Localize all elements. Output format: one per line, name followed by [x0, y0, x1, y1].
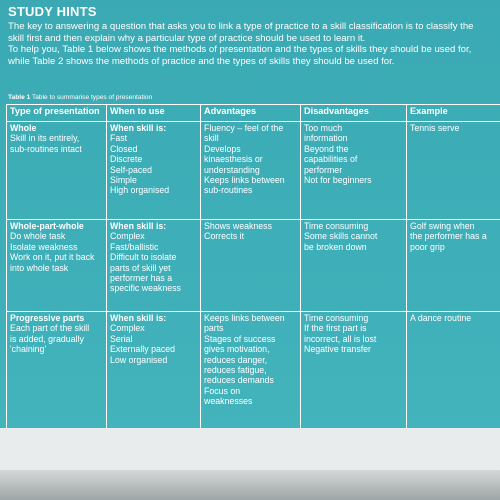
example-line: Tennis serve	[410, 123, 460, 133]
when-line: Low organised	[110, 354, 168, 365]
disadvantage-line: Time consuming	[304, 313, 369, 323]
when-line: Simple	[110, 175, 137, 186]
when-cell	[107, 220, 201, 312]
presentation-types-table	[6, 104, 500, 430]
disadvantages-cell	[301, 220, 407, 312]
header-advantages: Advantages	[201, 105, 301, 122]
advantage-line: Fluency – feel of the	[204, 123, 284, 133]
disadvantage-line: Negative transfer	[304, 344, 371, 355]
type-description-line: Do whole task	[10, 231, 66, 242]
when-line: Closed	[110, 143, 138, 154]
page-bottom-shadow	[0, 470, 500, 500]
advantage-line: Keeps links between	[204, 175, 285, 186]
intro-line: skill first and then explain why a particular type of practice should be used to learn it.	[8, 32, 366, 44]
type-name: Whole	[10, 123, 37, 133]
when-line: Difficult to isolate	[110, 252, 177, 263]
table-caption	[8, 94, 152, 101]
advantages-cell	[201, 220, 301, 312]
type-description-line: into whole task	[10, 262, 69, 273]
when-title: When skill is:	[110, 313, 167, 323]
disadvantage-line: information	[304, 133, 348, 144]
when-line: Serial	[110, 333, 133, 344]
when-line: Externally paced	[110, 344, 176, 355]
disadvantages-cell	[301, 122, 407, 220]
table-caption-label: Table 1	[8, 94, 31, 101]
advantage-line: weaknesses	[204, 396, 253, 407]
advantage-line: reduces demands	[204, 375, 274, 386]
example-line: the performer has a	[410, 231, 487, 242]
advantage-line: Stages of success	[204, 333, 276, 344]
disadvantage-line: performer	[304, 164, 343, 175]
type-description-line: sub-routines intact	[10, 143, 82, 154]
when-line: Complex	[110, 231, 145, 242]
advantage-line: Develops	[204, 143, 241, 154]
header-when: When to use	[107, 105, 201, 122]
type-description-line: Isolate weakness	[10, 241, 78, 252]
type-description-line: Each part of the skill	[10, 323, 90, 334]
type-cell	[7, 122, 107, 220]
disadvantage-line: Too much	[304, 123, 343, 133]
when-title: When skill is:	[110, 123, 167, 133]
example-line: Golf swing when	[410, 221, 475, 231]
advantage-line: Keeps links between	[204, 313, 285, 323]
advantage-line: reduces danger,	[204, 354, 268, 365]
advantage-line: understanding	[204, 164, 260, 175]
advantage-line: parts	[204, 323, 224, 334]
when-line: specific weakness	[110, 283, 181, 294]
when-line: parts of skill yet	[110, 262, 171, 273]
type-description-line: is added, gradually	[10, 333, 84, 344]
disadvantage-line: Not for beginners	[304, 175, 372, 186]
study-hints-heading: STUDY HINTS	[8, 4, 97, 19]
header-example: Example	[407, 105, 500, 122]
intro-line: To help you, Table 1 below shows the methods of presentation and the types of skills they should be used for,	[8, 44, 472, 55]
disadvantage-line: be broken down	[304, 241, 367, 252]
table-caption-text: Table to summarise types of presentation	[31, 94, 153, 101]
type-cell	[7, 220, 107, 312]
disadvantage-line: incorrect, all is lost	[304, 333, 377, 344]
disadvantage-line: If the first part is	[304, 323, 367, 334]
when-line: Fast	[110, 133, 128, 144]
header-type: Type of presentation	[7, 105, 107, 122]
header-disadvantages: Disadvantages	[301, 105, 407, 122]
type-description-line: Work on it, put it back	[10, 252, 95, 263]
advantage-line: sub-routines	[204, 185, 253, 196]
table-header-row	[7, 105, 500, 122]
example-cell	[407, 220, 500, 312]
example-cell	[407, 312, 500, 430]
when-line: performer has a	[110, 273, 173, 284]
table-row	[7, 220, 500, 312]
advantage-line: skill	[204, 133, 219, 144]
advantage-line: reduces fatigue,	[204, 365, 267, 376]
type-cell	[7, 312, 107, 430]
advantage-line: gives motivation,	[204, 344, 270, 355]
when-line: High organised	[110, 185, 170, 196]
type-name: Whole-part-whole	[10, 221, 84, 231]
disadvantage-line: capabilities of	[304, 154, 358, 165]
table-row	[7, 312, 500, 430]
table-row	[7, 122, 500, 220]
advantages-cell	[201, 122, 301, 220]
advantage-line: Corrects it	[204, 231, 245, 242]
intro-line: The key to answering a question that asks you to link a type of practice to a skill classification is to classify the	[8, 21, 474, 32]
when-cell	[107, 312, 201, 430]
disadvantage-line: Time consuming	[304, 221, 369, 231]
when-cell	[107, 122, 201, 220]
type-description-line: Skill in its entirely,	[10, 133, 80, 144]
when-line: Self-paced	[110, 164, 153, 175]
when-title: When skill is:	[110, 221, 167, 231]
example-cell	[407, 122, 500, 220]
type-name: Progressive parts	[10, 313, 85, 323]
disadvantage-line: Beyond the	[304, 143, 349, 154]
when-line: Fast/ballistic	[110, 241, 159, 252]
intro-text	[8, 21, 498, 67]
advantage-line: Shows weakness	[204, 221, 272, 231]
when-line: Complex	[110, 323, 145, 334]
advantage-line: Focus on	[204, 385, 241, 396]
example-line: A dance routine	[410, 313, 472, 323]
disadvantages-cell	[301, 312, 407, 430]
type-description-line: 'chaining'	[10, 344, 47, 355]
when-line: Discrete	[110, 154, 143, 165]
advantages-cell	[201, 312, 301, 430]
intro-line: while Table 2 shows the methods of practice and the types of skills they should be used for.	[8, 55, 395, 67]
example-line: poor grip	[410, 241, 445, 252]
disadvantage-line: Some skills cannot	[304, 231, 378, 242]
advantage-line: kinaesthesis or	[204, 154, 263, 165]
